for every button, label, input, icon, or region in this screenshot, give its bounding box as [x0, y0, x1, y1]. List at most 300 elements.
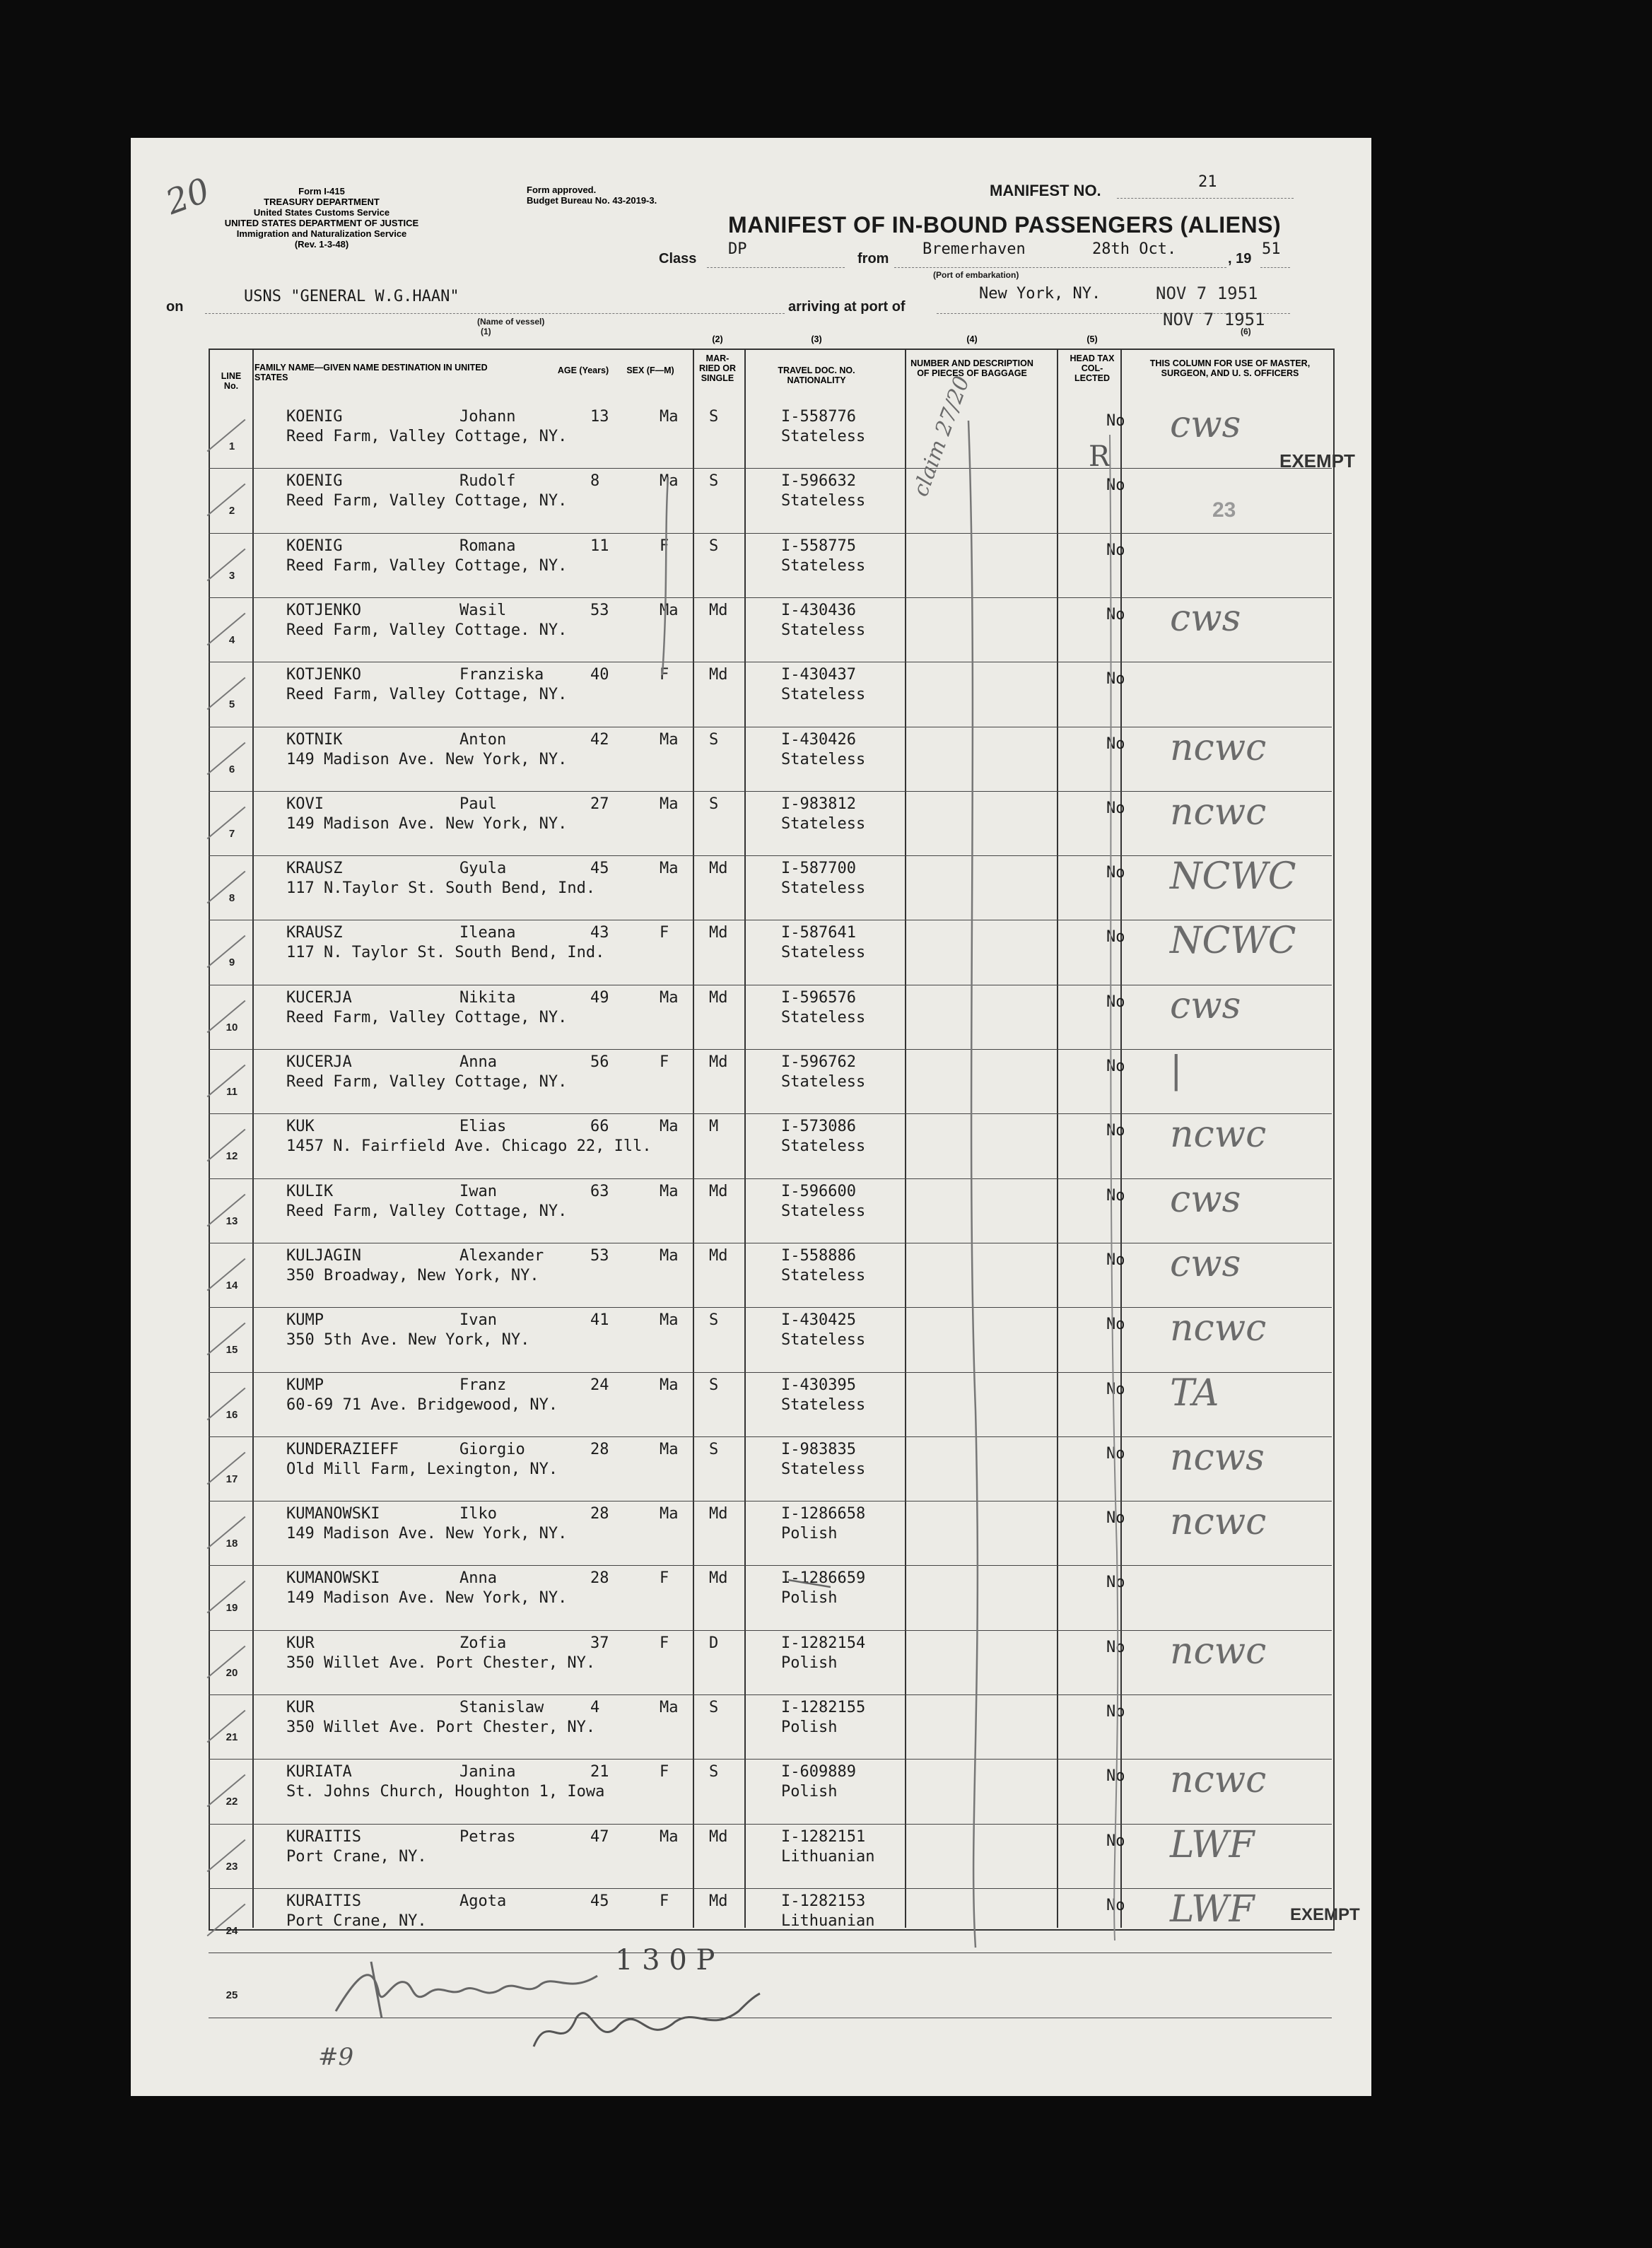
head-tax: No — [1106, 1509, 1125, 1528]
family-name: KUNDERAZIEFF — [286, 1440, 399, 1458]
travel-doc-no: I-1282155 — [781, 1699, 866, 1716]
arrival-date-stamp-2: NOV 7 1951 — [1163, 310, 1265, 329]
given-name: Romana — [459, 537, 516, 555]
sex: Ma — [660, 1246, 679, 1265]
destination: St. Johns Church, Houghton 1, Iowa — [286, 1783, 605, 1801]
line-number: 1 — [228, 440, 235, 452]
marital-status: Md — [709, 601, 728, 619]
given-name: Johann — [459, 408, 516, 426]
head-tax: No — [1106, 1896, 1125, 1914]
marital-status: S — [709, 1763, 719, 1781]
nationality: Stateless — [781, 686, 866, 704]
line-number: 16 — [225, 1408, 238, 1421]
marital-status: Md — [709, 1505, 728, 1523]
sex: Ma — [660, 1311, 679, 1330]
officer-note: cws — [1170, 597, 1241, 640]
officer-note: cws — [1170, 404, 1241, 446]
line-number: 14 — [225, 1279, 238, 1292]
family-name: KUR — [286, 1634, 315, 1652]
sex: F — [660, 666, 669, 684]
destination: 350 Willet Ave. Port Chester, NY. — [286, 1719, 596, 1736]
nationality: Stateless — [781, 428, 866, 445]
corner-mark: 20 — [160, 170, 215, 223]
marital-status: S — [709, 1311, 719, 1330]
family-name: KUCERJA — [286, 1053, 352, 1071]
sex: F — [660, 1634, 669, 1652]
col-header-married: MAR- RIED OR SINGLE — [698, 353, 737, 383]
destination: Reed Farm, Valley Cottage, NY. — [286, 492, 568, 510]
destination: 60-69 71 Ave. Bridgewood, NY. — [286, 1395, 558, 1414]
family-name: KRAUSZ — [286, 924, 343, 942]
vessel-col-num: (1) — [481, 327, 491, 336]
family-name: KOVI — [286, 795, 324, 813]
sex: Ma — [660, 1827, 679, 1846]
age: 53 — [590, 601, 609, 619]
budget-bureau: Budget Bureau No. 43-2019-3. — [527, 195, 657, 206]
given-name: Franz — [459, 1376, 507, 1394]
marital-status: S — [709, 1440, 719, 1458]
line-number: 22 — [225, 1796, 238, 1808]
vessel-name: USNS "GENERAL W.G.HAAN" — [244, 288, 459, 305]
travel-doc-no: I-1282153 — [781, 1892, 866, 1910]
age: 28 — [590, 1440, 609, 1458]
age: 13 — [590, 408, 609, 426]
family-name: KULJAGIN — [286, 1246, 361, 1265]
age: 21 — [590, 1763, 609, 1781]
col-num-5: (5) — [1086, 334, 1098, 344]
destination: Port Crane, NY. — [286, 1912, 427, 1930]
manifest-no-value: 21 — [1198, 173, 1217, 191]
line-number: 2 — [228, 505, 235, 517]
nationality: Lithuanian — [781, 1912, 875, 1930]
line-number: 6 — [228, 763, 235, 775]
head-tax: No — [1106, 1316, 1125, 1334]
age: 45 — [590, 1892, 609, 1910]
head-tax: No — [1106, 1703, 1125, 1721]
family-name: KOTJENKO — [286, 666, 361, 684]
officer-note: ncwc — [1170, 1113, 1267, 1157]
sex: Ma — [660, 408, 679, 426]
page-number: #9 — [318, 2043, 354, 2071]
head-tax: No — [1106, 1767, 1125, 1786]
marital-status: Md — [709, 1246, 728, 1265]
family-name: KURIATA — [286, 1763, 352, 1781]
embarkation-port: Bremerhaven — [922, 240, 1026, 258]
officer-note: LWF — [1170, 1823, 1255, 1866]
family-name: KOTNIK — [286, 730, 343, 749]
head-tax: No — [1106, 1832, 1125, 1850]
line-number: 19 — [225, 1602, 238, 1615]
age: 37 — [590, 1634, 609, 1652]
given-name: Gyula — [459, 860, 507, 878]
bottom-number: 1 3 0 P — [615, 1944, 715, 1977]
given-name: Anna — [459, 1569, 497, 1588]
given-name: Franziska — [459, 666, 544, 684]
destination: 149 Madison Ave. New York, NY. — [286, 1589, 568, 1608]
officer-note: | — [1170, 1049, 1183, 1091]
form-approved: Form approved. — [527, 185, 597, 195]
sex: Ma — [660, 730, 679, 749]
embarkation-date: 28th Oct. — [1092, 240, 1177, 258]
family-name: KOENIG — [286, 408, 343, 426]
age: 27 — [590, 795, 609, 813]
head-tax: No — [1106, 1058, 1125, 1075]
destination: 350 Willet Ave. Port Chester, NY. — [286, 1653, 596, 1672]
travel-doc-no: I-983812 — [781, 795, 856, 813]
age: 43 — [590, 924, 609, 942]
destination: 350 Broadway, New York, NY. — [286, 1266, 539, 1284]
travel-doc-no: I-430426 — [781, 730, 856, 749]
sex: F — [660, 1053, 669, 1071]
travel-doc-no: I-587700 — [781, 860, 856, 878]
nationality: Stateless — [781, 492, 866, 510]
destination: Reed Farm, Valley Cottage, NY. — [286, 556, 568, 575]
age: 4 — [590, 1699, 600, 1716]
manifest-no-label: MANIFEST NO. — [990, 182, 1101, 199]
line-number: 9 — [228, 956, 235, 969]
head-tax: No — [1106, 993, 1125, 1011]
destination: Port Crane, NY. — [286, 1847, 427, 1866]
head-tax: No — [1106, 1444, 1125, 1463]
travel-doc-no: I-558886 — [781, 1246, 856, 1265]
travel-doc-no: I-596600 — [781, 1182, 856, 1200]
sex: Ma — [660, 1440, 679, 1458]
given-name: Stanislaw — [459, 1699, 544, 1716]
given-name: Agota — [459, 1892, 507, 1910]
form-department: TREASURY DEPARTMENT — [264, 197, 380, 207]
travel-doc-no: I-1282151 — [781, 1827, 866, 1846]
line-number: 20 — [225, 1666, 238, 1679]
destination: Old Mill Farm, Lexington, NY. — [286, 1460, 558, 1478]
family-name: KUK — [286, 1118, 315, 1136]
family-name: KUMANOWSKI — [286, 1505, 380, 1523]
travel-doc-no: I-430436 — [781, 601, 856, 619]
col-header-line: LINE No. — [221, 371, 242, 391]
pencil-lines — [131, 138, 1371, 2096]
sex: Ma — [660, 988, 679, 1007]
arrival-port: New York, NY. — [979, 285, 1101, 303]
destination: 117 N. Taylor St. South Bend, Ind. — [286, 944, 605, 962]
family-name: KOENIG — [286, 472, 343, 491]
sex: F — [660, 537, 669, 555]
head-tax: No — [1106, 541, 1125, 559]
destination: Reed Farm, Valley Cottage, NY. — [286, 1008, 568, 1026]
col-num-3: (3) — [811, 334, 822, 344]
officer-note: LWF — [1170, 1887, 1255, 1931]
sex: Ma — [660, 1505, 679, 1523]
given-name: Ilko — [459, 1505, 497, 1523]
sex: Ma — [660, 1699, 679, 1716]
marital-status: S — [709, 472, 719, 491]
line-number: 25 — [225, 1989, 238, 2002]
travel-doc-no: I-558775 — [781, 537, 856, 555]
given-name: Zofia — [459, 1634, 507, 1652]
given-name: Janina — [459, 1763, 516, 1781]
family-name: KUMP — [286, 1311, 324, 1330]
given-name: Rudolf — [459, 472, 516, 491]
sex: Ma — [660, 472, 679, 491]
given-name: Paul — [459, 795, 497, 813]
family-name: KOENIG — [286, 537, 343, 555]
officer-note: ncwc — [1170, 790, 1267, 833]
age: 47 — [590, 1827, 609, 1846]
class-value: DP — [728, 240, 747, 258]
line-number: 24 — [225, 1924, 238, 1937]
family-name: KURAITIS — [286, 1892, 361, 1910]
age: 45 — [590, 860, 609, 878]
nationality: Polish — [781, 1525, 838, 1543]
line-number: 23 — [225, 1860, 238, 1873]
nationality: Stateless — [781, 1202, 866, 1220]
head-tax-mark: R — [1089, 440, 1111, 473]
travel-doc-no: I-430425 — [781, 1311, 856, 1330]
from-label: from — [857, 251, 889, 267]
manifest-sheet — [131, 138, 1371, 2096]
line-number: 7 — [228, 827, 235, 840]
col-header-name: FAMILY NAME—GIVEN NAME DESTINATION IN UNITED STATES — [254, 363, 488, 382]
officer-note: ncwc — [1170, 1501, 1267, 1544]
embarkation-year: 51 — [1262, 240, 1281, 258]
travel-doc-no: I-983835 — [781, 1440, 856, 1458]
age: 11 — [590, 537, 609, 555]
line-number: 15 — [225, 1344, 238, 1357]
marital-status: Md — [709, 860, 728, 878]
given-name: Anton — [459, 730, 507, 749]
line-number: 3 — [228, 569, 235, 582]
travel-doc-no: I-1286658 — [781, 1505, 866, 1523]
given-name: Alexander — [459, 1246, 544, 1265]
col-header-officers: THIS COLUMN FOR USE OF MASTER, SURGEON, AND U. S. OFFICERS — [1149, 358, 1311, 378]
marital-status: S — [709, 537, 719, 555]
destination: 1457 N. Fairfield Ave. Chicago 22, Ill. — [286, 1137, 652, 1156]
nationality: Stateless — [781, 1008, 866, 1026]
marital-status: Md — [709, 988, 728, 1007]
head-tax: No — [1106, 1186, 1125, 1205]
travel-doc-no: I-430437 — [781, 666, 856, 684]
head-tax: No — [1106, 1638, 1125, 1656]
travel-doc-no: I-609889 — [781, 1763, 856, 1781]
col-header-head-tax: HEAD TAX COL- LECTED — [1070, 353, 1115, 383]
destination: Reed Farm, Valley Cottage, NY. — [286, 686, 568, 704]
col-num-4: (4) — [966, 334, 978, 344]
nationality: Stateless — [781, 1137, 866, 1156]
head-tax: No — [1106, 734, 1125, 753]
line-number: 5 — [228, 698, 235, 711]
nationality: Stateless — [781, 814, 866, 833]
family-name: KUR — [286, 1699, 315, 1716]
officer-note: cws — [1170, 1242, 1241, 1285]
given-name: Ivan — [459, 1311, 497, 1330]
given-name: Iwan — [459, 1182, 497, 1200]
sex: Ma — [660, 860, 679, 878]
destination: Reed Farm, Valley Cottage, NY. — [286, 1073, 568, 1091]
marital-status: S — [709, 408, 719, 426]
col-header-travel: TRAVEL DOC. NO. NATIONALITY — [778, 365, 855, 385]
arrival-date-stamp: NOV 7 1951 — [1156, 283, 1258, 303]
travel-doc-no: I-596632 — [781, 472, 856, 491]
family-name: KRAUSZ — [286, 860, 343, 878]
age: 28 — [590, 1505, 609, 1523]
nationality: Stateless — [781, 879, 866, 898]
nationality: Polish — [781, 1589, 838, 1608]
age: 8 — [590, 472, 600, 491]
officer-note: ncwc — [1170, 1629, 1267, 1673]
line-number: 10 — [225, 1021, 238, 1034]
col-header-baggage: NUMBER AND DESCRIPTION OF PIECES OF BAGGAGE — [910, 358, 1033, 378]
given-name: Wasil — [459, 601, 507, 619]
head-tax: No — [1106, 1122, 1125, 1140]
destination: 149 Madison Ave. New York, NY. — [286, 814, 568, 833]
officer-note: cws — [1170, 1178, 1241, 1221]
nationality: Stateless — [781, 1073, 866, 1091]
nationality: Lithuanian — [781, 1847, 875, 1866]
marital-status: Md — [709, 1182, 728, 1200]
age: 24 — [590, 1376, 609, 1394]
line-number: 12 — [225, 1150, 238, 1163]
year-prefix: , 19 — [1228, 251, 1252, 267]
head-tax: No — [1106, 799, 1125, 817]
officer-note: ncwc — [1170, 726, 1267, 769]
marital-status: M — [709, 1118, 719, 1136]
marital-status: S — [709, 1376, 719, 1394]
head-tax: No — [1106, 670, 1125, 689]
head-tax: No — [1106, 605, 1125, 624]
destination: Reed Farm, Valley Cottage, NY. — [286, 1202, 568, 1220]
given-name: Anna — [459, 1053, 497, 1071]
nationality: Stateless — [781, 621, 866, 639]
page-title: MANIFEST OF IN-BOUND PASSENGERS (ALIENS) — [728, 212, 1282, 238]
given-name: Petras — [459, 1827, 516, 1846]
marital-status: Md — [709, 666, 728, 684]
travel-doc-no: I-430395 — [781, 1376, 856, 1394]
destination: 350 5th Ave. New York, NY. — [286, 1331, 530, 1350]
family-name: KUMANOWSKI — [286, 1569, 380, 1588]
age: 63 — [590, 1182, 609, 1200]
officer-note: NCWC — [1170, 855, 1296, 898]
col-num-2: (2) — [712, 334, 723, 344]
given-name: Giorgio — [459, 1440, 525, 1458]
marital-status: D — [709, 1634, 719, 1652]
vessel-caption: (Name of vessel) — [477, 317, 545, 327]
destination: 117 N.Taylor St. South Bend, Ind. — [286, 879, 596, 898]
marital-status: Md — [709, 1569, 728, 1588]
nationality: Polish — [781, 1719, 838, 1736]
travel-doc-no: I-573086 — [781, 1118, 856, 1136]
head-tax: No — [1106, 476, 1125, 495]
line-number: 4 — [228, 633, 235, 646]
line-number: 8 — [228, 892, 235, 905]
officer-note: ncwc — [1170, 1307, 1267, 1350]
marital-status: S — [709, 795, 719, 813]
port-caption: (Port of embarkation) — [933, 270, 1019, 280]
age: 28 — [590, 1569, 609, 1588]
sex: F — [660, 924, 669, 942]
head-tax: No — [1106, 1380, 1125, 1398]
given-name: Ileana — [459, 924, 516, 942]
travel-doc-no: I-587641 — [781, 924, 856, 942]
officer-note: TA — [1170, 1371, 1219, 1415]
marital-status: Md — [709, 924, 728, 942]
officer-note: ncwc — [1170, 1759, 1267, 1802]
arriving-label: arriving at port of — [788, 299, 906, 315]
sex: Ma — [660, 601, 679, 619]
travel-doc-no: I-596576 — [781, 988, 856, 1007]
col-header-age: AGE (Years) — [557, 365, 609, 375]
line-number: 21 — [225, 1731, 238, 1743]
sex: F — [660, 1763, 669, 1781]
destination: Reed Farm, Valley Cottage. NY. — [286, 621, 568, 639]
age: 49 — [590, 988, 609, 1007]
family-name: KUCERJA — [286, 988, 352, 1007]
age: 40 — [590, 666, 609, 684]
nationality: Stateless — [781, 556, 866, 575]
marital-status: Md — [709, 1827, 728, 1846]
nationality: Stateless — [781, 1266, 866, 1284]
age: 56 — [590, 1053, 609, 1071]
sex: Ma — [660, 795, 679, 813]
family-name: KURAITIS — [286, 1827, 361, 1846]
destination: 149 Madison Ave. New York, NY. — [286, 750, 568, 768]
officer-note: ncws — [1170, 1436, 1265, 1479]
destination: Reed Farm, Valley Cottage, NY. — [286, 428, 568, 445]
marital-status: S — [709, 1699, 719, 1716]
form-service: United States Customs Service — [253, 207, 390, 218]
sex: F — [660, 1569, 669, 1588]
nationality: Stateless — [781, 750, 866, 768]
head-tax: No — [1106, 1251, 1125, 1269]
marital-status: Md — [709, 1892, 728, 1910]
head-tax: No — [1106, 1574, 1125, 1592]
age: 66 — [590, 1118, 609, 1136]
nationality: Polish — [781, 1653, 838, 1672]
line-number: 13 — [225, 1214, 238, 1227]
form-number: Form I-415 — [298, 186, 345, 197]
sex: Ma — [660, 1376, 679, 1394]
col-header-sex: SEX (F—M) — [626, 365, 674, 375]
form-justice: UNITED STATES DEPARTMENT OF JUSTICE — [224, 218, 419, 228]
family-name: KULIK — [286, 1182, 334, 1200]
line-number: 11 — [226, 1086, 238, 1098]
form-revision: (Rev. 1-3-48) — [294, 239, 349, 250]
arrival-col-num: (6) — [1241, 327, 1251, 336]
travel-doc-no: I-596762 — [781, 1053, 856, 1071]
nationality: Polish — [781, 1783, 838, 1801]
destination: 149 Madison Ave. New York, NY. — [286, 1525, 568, 1543]
sex: Ma — [660, 1118, 679, 1136]
age: 42 — [590, 730, 609, 749]
exempt-stamp: EXEMPT — [1290, 1905, 1360, 1924]
line-number: 17 — [225, 1473, 238, 1485]
travel-doc-no: I-1282154 — [781, 1634, 866, 1652]
family-name: KUMP — [286, 1376, 324, 1394]
family-name: KOTJENKO — [286, 601, 361, 619]
age: 41 — [590, 1311, 609, 1330]
officer-note: NCWC — [1170, 920, 1296, 963]
nationality: Stateless — [781, 944, 866, 962]
travel-doc-no: I-1286659 — [781, 1569, 866, 1588]
line-number: 18 — [225, 1538, 238, 1550]
nationality: Stateless — [781, 1460, 866, 1478]
given-name: Elias — [459, 1118, 507, 1136]
sex: F — [660, 1892, 669, 1910]
stamp-number: 23 — [1212, 498, 1236, 522]
given-name: Nikita — [459, 988, 516, 1007]
exempt-stamp: EXEMPT — [1279, 450, 1355, 472]
head-tax: No — [1106, 412, 1125, 430]
class-label: Class — [659, 251, 697, 267]
on-label: on — [166, 299, 184, 315]
head-tax: No — [1106, 864, 1125, 882]
